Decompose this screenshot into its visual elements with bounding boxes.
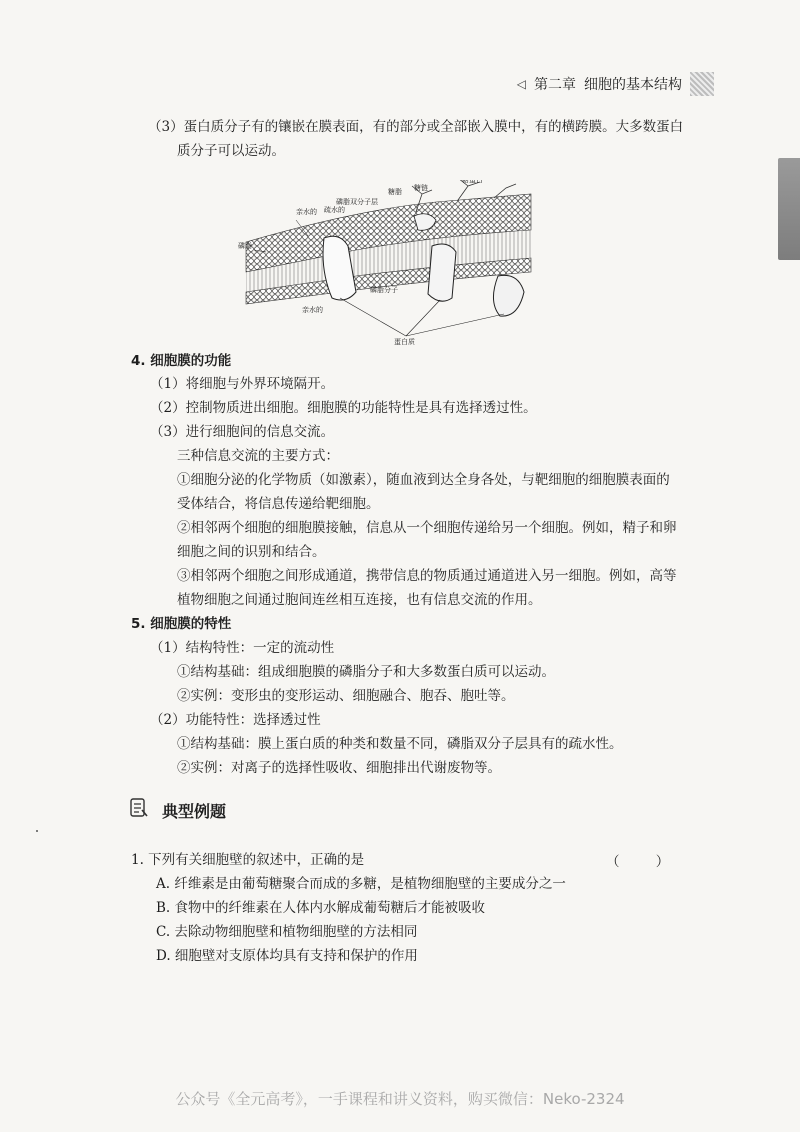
s5-item-2-a: ①结构基础：膜上蛋白质的种类和数量不同，磷脂双分子层具有的疏水性。 (177, 736, 623, 752)
chapter-number: 第二章 (534, 77, 576, 93)
s4-item-3-a-line2: 受体结合，将信息传递给靶细胞。 (177, 496, 380, 512)
s4-item-3-c-line2: 植物细胞之间通过胞间连丝相互连接，也有信息交流的作用。 (177, 592, 542, 608)
s4-item-3-a-line1: ①细胞分泌的化学物质（如激素），随血液到达全身各处，与靶细胞的细胞膜表面的 (177, 472, 670, 488)
para-3-line2: 质分子可以运动。 (177, 143, 285, 159)
s5-item-1-a: ①结构基础：组成细胞膜的磷脂分子和大多数蛋白质可以运动。 (177, 664, 555, 680)
label-phospholipid: 磷脂 (238, 242, 252, 250)
book-icon (130, 798, 148, 822)
watermark-text: 公众号《全元高考》，一手课程和讲义资料，购买微信：Neko-2324 (175, 1090, 625, 1108)
channel-protein (428, 244, 456, 301)
chapter-title: 细胞的基本结构 (584, 77, 682, 93)
label-hydrophilic-bottom: 亲水的 (302, 306, 323, 314)
s4-item-3-b-line2: 细胞之间的识别和结合。 (177, 544, 326, 560)
option-d: D. 细胞壁对支原体均具有支持和保护的作用 (156, 948, 418, 964)
scan-speck (36, 830, 38, 832)
section-5-title: 5. 细胞膜的特性 (131, 616, 232, 632)
corner-pattern-icon (690, 72, 714, 96)
option-a: A. 纤维素是由葡萄糖聚合而成的多糖，是植物细胞壁的主要成分之一 (156, 876, 566, 892)
chapter-side-tab (778, 158, 800, 260)
examples-title: 典型例题 (162, 801, 227, 821)
para-3-line1: （3）蛋白质分子有的镶嵌在膜表面，有的部分或全部嵌入膜中，有的横跨膜。大多数蛋白 (148, 119, 684, 135)
question-stem: 1. 下列有关细胞壁的叙述中，正确的是 (131, 852, 365, 868)
s5-item-2-b: ②实例：对离子的选择性吸收、细胞排出代谢废物等。 (177, 760, 501, 776)
label-bilayer: 磷脂双分子层 (336, 198, 378, 206)
label-glycoprotein: 糖蛋白 (462, 180, 483, 184)
s4-item-3: （3）进行细胞间的信息交流。 (150, 424, 335, 440)
section-4-title: 4. 细胞膜的功能 (131, 353, 232, 369)
s4-item-3-intro: 三种信息交流的主要方式： (177, 448, 339, 464)
s4-item-1: （1）将细胞与外界环境隔开。 (150, 376, 335, 392)
running-header (517, 74, 682, 94)
s4-item-2: （2）控制物质进出细胞。细胞膜的功能特性是具有选择透过性。 (150, 400, 537, 416)
cell-membrane-figure (236, 180, 536, 348)
label-hydrophilic-top: 亲水的 (296, 208, 317, 216)
peripheral-protein (493, 275, 524, 316)
s4-item-3-b-line1: ②相邻两个细胞的细胞膜接触，信息从一个细胞传递给另一个细胞。例如，精子和卵 (177, 520, 677, 536)
s5-item-1-b: ②实例：变形虫的变形运动、细胞融合、胞吞、胞吐等。 (177, 688, 515, 704)
s5-item-2: （2）功能特性：选择透过性 (150, 712, 321, 728)
option-b: B. 食物中的纤维素在人体内水解成葡萄糖后才能被吸收 (156, 900, 486, 916)
label-hydrophobic: 疏水的 (324, 206, 345, 214)
label-sugar-chain: 糖链 (414, 184, 428, 192)
circle-marker-icon: ◁ (516, 77, 526, 91)
examples-heading (130, 798, 226, 822)
label-phospholipid-molecule: 磷脂分子 (370, 286, 398, 294)
protein-pointer-lines (340, 298, 504, 336)
label-glycolipid: 糖脂 (388, 188, 402, 196)
answer-blank: （ ） (606, 854, 686, 870)
s5-item-1: （1）结构特性：一定的流动性 (150, 640, 335, 656)
s4-item-3-c-line1: ③相邻两个细胞之间形成通道，携带信息的物质通过通道进入另一细胞。例如，高等 (177, 568, 677, 584)
membrane-diagram (236, 180, 536, 348)
label-protein: 蛋白质 (394, 338, 415, 346)
option-c: C. 去除动物细胞壁和植物细胞壁的方法相同 (156, 924, 418, 940)
